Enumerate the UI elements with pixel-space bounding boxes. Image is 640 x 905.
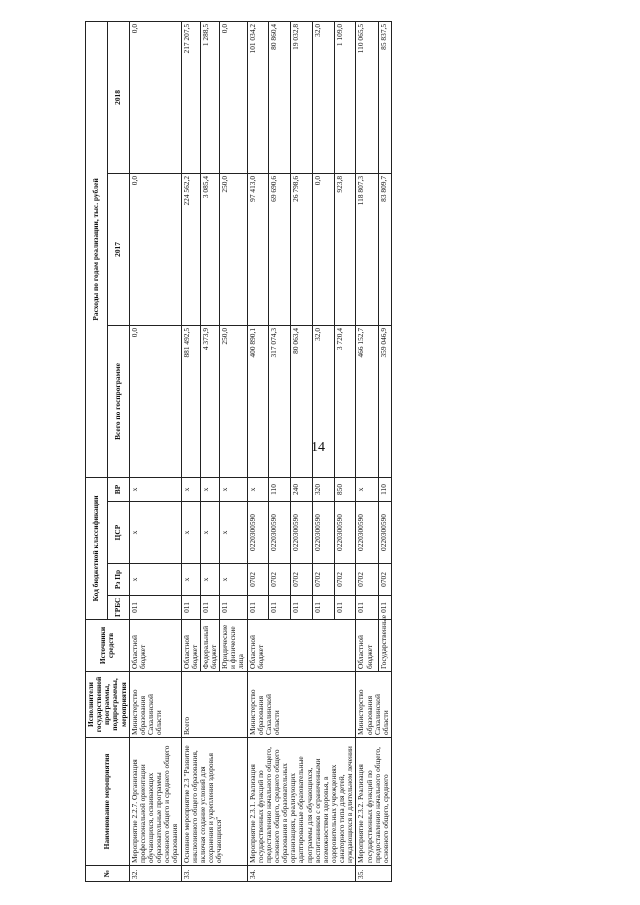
header-total: Всего по госпрограмме: [107, 325, 129, 477]
csr-code: x: [220, 502, 247, 564]
row-number: 35.: [356, 866, 392, 882]
header-grbs: ГРБС: [107, 596, 129, 620]
rzpr-code: 0702: [291, 564, 313, 596]
csr-code: 0220300590: [247, 502, 269, 564]
csr-code: x: [181, 502, 200, 564]
vr-code: 240: [291, 477, 313, 501]
table-row: [356, 21, 379, 881]
total-amount: 881 492,5: [181, 325, 200, 477]
grbs-code: 011: [200, 596, 219, 620]
csr-code: x: [200, 502, 219, 564]
header-name: Наименование мероприятия: [86, 738, 130, 866]
amount-2018: 80 860,4: [269, 21, 291, 173]
header-2018: 2018: [107, 21, 129, 173]
amount-2018: 85 837,5: [378, 21, 391, 173]
amount-2017: 923,8: [334, 173, 356, 325]
rzpr-code: 0702: [334, 564, 356, 596]
table-row: [247, 21, 269, 881]
vr-code: 320: [312, 477, 334, 501]
header-vr: ВР: [107, 477, 129, 501]
csr-code: x: [129, 502, 181, 564]
amount-2017: 69 690,6: [269, 173, 291, 325]
grbs-code: 011: [291, 596, 313, 620]
executor: Министерство образования Сахалинской области: [356, 672, 392, 738]
amount-2018: 0,0: [220, 21, 247, 173]
amount-2017: 224 562,2: [181, 173, 200, 325]
funding-source: Государственные: [378, 620, 391, 672]
csr-code: 0220300590: [291, 502, 313, 564]
grbs-code: 011: [378, 596, 391, 620]
grbs-code: 011: [247, 596, 269, 620]
vr-code: x: [129, 477, 181, 501]
total-amount: 250,0: [220, 325, 247, 477]
grbs-code: 011: [181, 596, 200, 620]
amount-2017: 83 809,7: [378, 173, 391, 325]
amount-2017: 118 807,3: [356, 173, 379, 325]
total-amount: 0,0: [129, 325, 181, 477]
header-expenses-group: Расходы по годам реализации, тыс. рублей: [86, 21, 108, 477]
measure-name: Мероприятие 2.3.2. Реализация государственных функций по предоставлению начального общего, основного общего, среднего: [356, 738, 392, 866]
measure-name: Мероприятие 2.3.1. Реализация государственных функций по предоставлению начального общего, основного общего, среднего общего образования в образовательных организациях, реализующих адаптированные образовательные программы для обучающихся, воспитанников с ограниченными возможностями здоровья, в оздоровительных учреждениях санаторного типа для детей, нуждающихся в длительном лечении: [247, 738, 356, 866]
table-row: [129, 21, 181, 881]
executor: Министерство образования Сахалинской области: [247, 672, 356, 738]
rzpr-code: 0702: [378, 564, 391, 596]
amount-2018: 110 065,5: [356, 21, 379, 173]
funding-source: Юридические и физические лица: [220, 620, 247, 672]
grbs-code: 011: [269, 596, 291, 620]
total-amount: 466 152,7: [356, 325, 379, 477]
amount-2018: 19 032,8: [291, 21, 313, 173]
amount-2018: 32,0: [312, 21, 334, 173]
total-amount: 4 373,9: [200, 325, 219, 477]
table-row: [181, 21, 200, 881]
csr-code: 0220300590: [378, 502, 391, 564]
csr-code: 0220300590: [312, 502, 334, 564]
amount-2018: 1 288,5: [200, 21, 219, 173]
csr-code: 0220300590: [334, 502, 356, 564]
funding-source: Федеральный бюджет: [200, 620, 219, 672]
header-2017: 2017: [107, 173, 129, 325]
funding-source: Областной бюджет: [247, 620, 356, 672]
vr-code: 110: [378, 477, 391, 501]
rzpr-code: 0702: [312, 564, 334, 596]
vr-code: x: [200, 477, 219, 501]
row-number: 32.: [129, 866, 181, 882]
header-code-group: Код бюджетной классификации: [86, 477, 108, 619]
amount-2017: 0,0: [312, 173, 334, 325]
row-number: 34.: [247, 866, 356, 882]
measure-name: Мероприятие 2.2.7. Организация профессиональной ориентации обучающихся, осваивающих образовательные программы основного общего и среднего общего образования: [129, 738, 181, 866]
vr-code: x: [220, 477, 247, 501]
page-number: 14: [311, 440, 325, 455]
header-num: №: [86, 866, 130, 882]
header-row-1: [86, 21, 108, 881]
grbs-code: 011: [312, 596, 334, 620]
vr-code: x: [181, 477, 200, 501]
row-number: 33.: [181, 866, 247, 882]
amount-2017: 26 798,6: [291, 173, 313, 325]
executor: Министерство образования Сахалинской области: [129, 672, 181, 738]
rotated-table: [85, 22, 525, 882]
amount-2017: 250,0: [220, 173, 247, 325]
amount-2018: 0,0: [129, 21, 181, 173]
header-rzpr: Рз Пр: [107, 564, 129, 596]
budget-table: [85, 21, 392, 882]
rzpr-code: x: [220, 564, 247, 596]
grbs-code: 011: [356, 596, 379, 620]
csr-code: 0220300590: [269, 502, 291, 564]
total-amount: 359 046,9: [378, 325, 391, 477]
grbs-code: 011: [220, 596, 247, 620]
header-source: Источники средств: [86, 620, 130, 672]
total-amount: 317 074,3: [269, 325, 291, 477]
rzpr-code: 0702: [269, 564, 291, 596]
amount-2018: 101 034,2: [247, 21, 269, 173]
total-amount: 3 720,4: [334, 325, 356, 477]
rzpr-code: x: [200, 564, 219, 596]
grbs-code: 011: [334, 596, 356, 620]
executor: Всего: [181, 672, 247, 738]
total-amount: 400 890,1: [247, 325, 269, 477]
funding-source: Областной бюджет: [181, 620, 200, 672]
measure-name: Основное мероприятие 2.3 "Развитие инклюзивного общего образования, включая создание условий для сохранения и укрепления здоровья обучающихся": [181, 738, 247, 866]
grbs-code: 011: [129, 596, 181, 620]
header-executor: Исполнители государственной программы, подпрограммы, мероприятия: [86, 672, 130, 738]
amount-2017: 0,0: [129, 173, 181, 325]
funding-source: Областной бюджет: [356, 620, 379, 672]
amount-2018: 217 207,5: [181, 21, 200, 173]
budget-table-container: [85, 22, 525, 882]
total-amount: 32,0: [312, 325, 334, 477]
rzpr-code: 0702: [356, 564, 379, 596]
amount-2018: 1 109,0: [334, 21, 356, 173]
csr-code: 0220300590: [356, 502, 379, 564]
rzpr-code: x: [129, 564, 181, 596]
amount-2017: 3 085,4: [200, 173, 219, 325]
vr-code: 850: [334, 477, 356, 501]
vr-code: x: [247, 477, 269, 501]
vr-code: 110: [269, 477, 291, 501]
rzpr-code: x: [181, 564, 200, 596]
total-amount: 80 063,4: [291, 325, 313, 477]
vr-code: x: [356, 477, 379, 501]
amount-2017: 97 413,0: [247, 173, 269, 325]
funding-source: Областной бюджет: [129, 620, 181, 672]
header-csr: ЦСР: [107, 502, 129, 564]
rzpr-code: 0702: [247, 564, 269, 596]
